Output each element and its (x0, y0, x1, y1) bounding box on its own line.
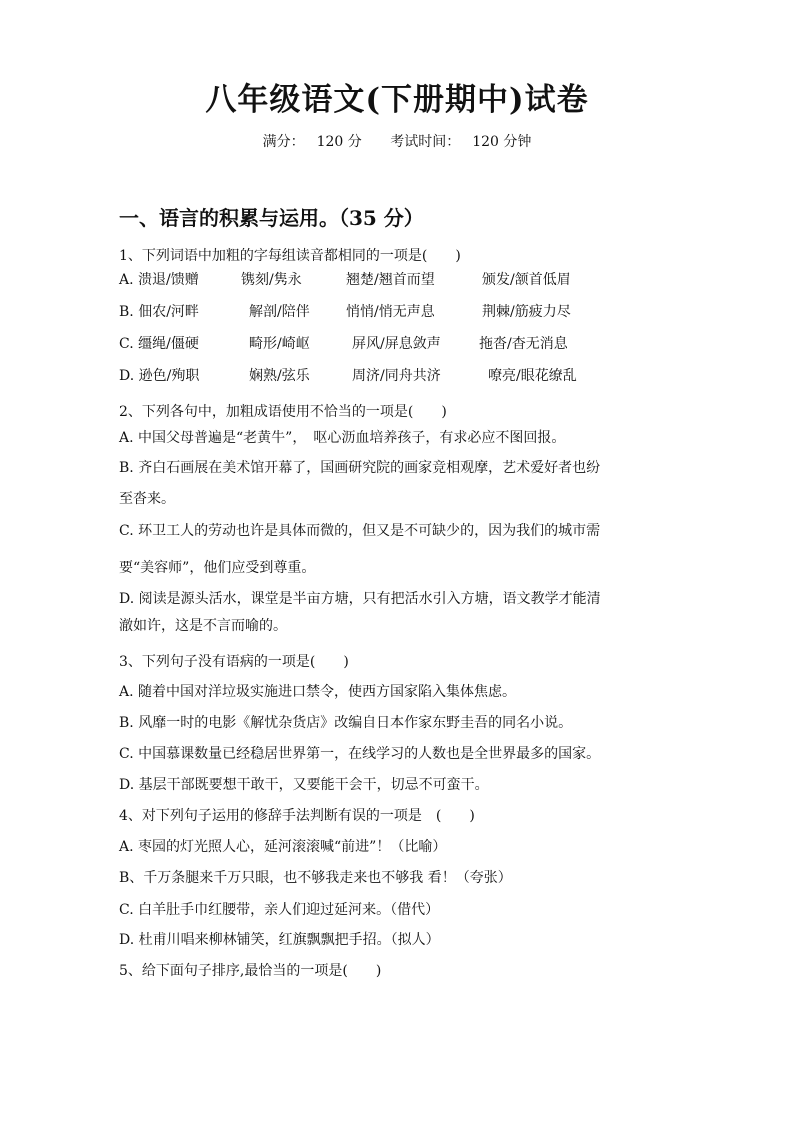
time-label: 考试时间： (390, 134, 461, 150)
q1-b-3: 悄悄/悄无声息 (346, 304, 435, 320)
q4-option-a: A. 枣园的灯光照人心，延河滚滚喊“前进”！（比喻） (119, 839, 447, 855)
q1-d-2: 娴熟/弦乐 (249, 368, 310, 384)
q3-stem: 3、下列句子没有语病的一项是( ) (119, 654, 349, 670)
section-heading: 一、语言的积累与运用。（35 分） (119, 206, 424, 230)
time-value: 120 分钟 (472, 134, 532, 150)
q2-option-b-line2: 至沓来。 (119, 491, 175, 507)
q2-option-a: A. 中国父母普遍是“老黄牛”， 呕心沥血培养孩子，有求必应不图回报。 (119, 430, 566, 446)
q1-b-4: 荆棘/筋疲力尽 (482, 304, 571, 320)
q1-b-1: B. 佃农/河畔 (119, 304, 199, 320)
exam-meta (0, 131, 794, 151)
q3-option-b: B. 风靡一时的电影《解忧杂货店》改编自日本作家东野圭吾的同名小说。 (119, 715, 573, 731)
page-title: 八年级语文(下册期中)试卷 (205, 82, 589, 118)
q1-a-3: 翘楚/翘首而望 (346, 272, 435, 288)
q2-option-b-line1: B. 齐白石画展在美术馆开幕了，国画研究院的画家竞相观摩，艺术爱好者也纷 (119, 460, 601, 476)
q1-d-4: 嘹亮/眼花缭乱 (488, 368, 577, 384)
q1-c-3: 屏风/屏息敛声 (352, 336, 441, 352)
q2-option-d-line1: D. 阅读是源头活水，课堂是半亩方塘，只有把活水引入方塘，语文教学才能清 (119, 591, 601, 607)
q1-c-2: 畸形/崎岖 (249, 336, 310, 352)
q5-stem: 5、给下面句子排序,最恰当的一项是( ) (119, 963, 382, 979)
q2-stem: 2、下列各句中，加粗成语使用不恰当的一项是( ) (119, 404, 447, 420)
q3-option-a: A. 随着中国对洋垃圾实施进口禁令，使西方国家陷入集体焦虑。 (119, 684, 517, 700)
q1-d-3: 周济/同舟共济 (352, 368, 441, 384)
full-score: 120 分 (316, 134, 362, 150)
q2-option-c-line1: C. 环卫工人的劳动也许是具体而微的，但又是不可缺少的，因为我们的城市需 (119, 523, 601, 539)
q1-stem: 1、下列词语中加粗的字每组读音都相同的一项是( ) (119, 248, 461, 264)
q4-option-c: C. 白羊肚手巾红腰带，亲人们迎过延河来。（借代） (119, 902, 440, 918)
q4-option-d: D. 杜甫川唱来柳林铺笑，红旗飘飘把手招。（拟人） (119, 932, 440, 948)
q2-option-c-line2: 要“美容师”，他们应受到尊重。 (119, 560, 316, 576)
q1-a-1: A. 溃退/馈赠 (119, 272, 199, 288)
q1-d-1: D. 逊色/殉职 (119, 368, 200, 384)
q1-b-2: 解剖/陪伴 (249, 304, 310, 320)
q1-c-4: 拖沓/杳无消息 (479, 336, 568, 352)
q4-option-b: B、千万条腿来千万只眼，也不够我走来也不够我 看！（夸张） (119, 870, 512, 886)
q2-option-d-line2: 澈如许，这是不言而喻的。 (119, 618, 287, 634)
q3-option-d: D. 基层干部既要想干敢干，又要能干会干，切忌不可蛮干。 (119, 777, 489, 793)
q1-c-1: C. 缰绳/僵硬 (119, 336, 199, 352)
q3-option-c: C. 中国慕课数量已经稳居世界第一，在线学习的人数也是全世界最多的国家。 (119, 746, 601, 762)
q4-stem: 4、对下列句子运用的修辞手法判断有误的一项是 ( ) (119, 808, 475, 824)
q1-a-2: 镌刻/隽永 (241, 272, 302, 288)
full-score-label: 满分： (262, 134, 305, 150)
q1-a-4: 颁发/颔首低眉 (482, 272, 571, 288)
